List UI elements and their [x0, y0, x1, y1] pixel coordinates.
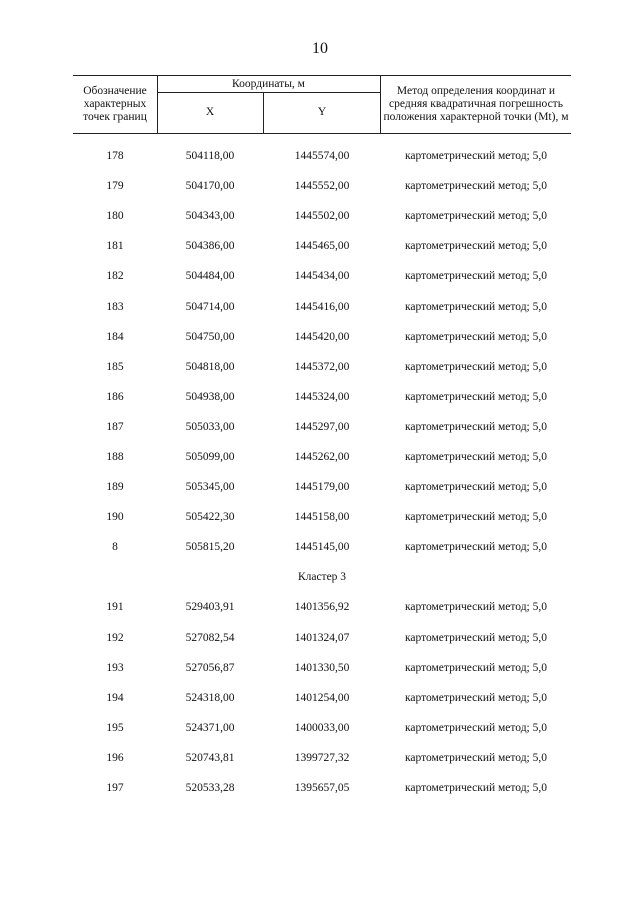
x-cell: 504750,00 — [185, 330, 235, 343]
table-row — [73, 532, 571, 562]
method-cell: картометрический метод; 5,0 — [405, 180, 547, 193]
y-cell: 1445502,00 — [294, 210, 350, 223]
header-x: X — [205, 106, 215, 118]
point-cell: 184 — [106, 330, 124, 343]
table-row — [73, 171, 571, 201]
table-row — [73, 472, 571, 502]
y-cell: 1445465,00 — [294, 240, 350, 253]
y-cell: 1445420,00 — [294, 330, 350, 343]
table-row — [73, 713, 571, 743]
header-coordinates: Координаты, м — [157, 76, 380, 93]
x-cell: 504484,00 — [185, 270, 235, 283]
table-body — [73, 141, 571, 562]
point-cell: 183 — [106, 300, 124, 313]
method-cell: картометрический метод; 5,0 — [405, 661, 547, 674]
y-cell: 1445158,00 — [294, 511, 350, 524]
x-cell: 505815,20 — [185, 541, 235, 554]
point-cell: 190 — [106, 511, 124, 524]
y-cell: 1445262,00 — [294, 450, 350, 463]
point-cell: 8 — [112, 541, 118, 554]
point-cell: 191 — [106, 601, 124, 614]
table-row — [73, 743, 571, 773]
y-cell: 1401330,50 — [294, 661, 350, 674]
header-coordinates-group — [157, 76, 380, 133]
table-row — [73, 683, 571, 713]
x-cell: 504170,00 — [185, 180, 235, 193]
section-title: Кластер 3 — [297, 571, 347, 584]
table-body-cluster-3 — [73, 592, 571, 803]
table-row — [73, 291, 571, 321]
x-cell: 504343,00 — [185, 210, 235, 223]
x-cell: 505422,30 — [185, 511, 235, 524]
x-cell: 505345,00 — [185, 481, 235, 494]
y-cell: 1445416,00 — [294, 300, 350, 313]
header-point-label: Обозначение характерных точек границ — [83, 85, 147, 123]
point-cell: 178 — [106, 150, 124, 163]
y-cell: 1401254,00 — [294, 691, 350, 704]
x-cell: 504386,00 — [185, 240, 235, 253]
y-cell: 1445179,00 — [294, 481, 350, 494]
table-row — [73, 442, 571, 472]
method-cell: картометрический метод; 5,0 — [405, 631, 547, 644]
point-cell: 195 — [106, 721, 124, 734]
x-cell: 504818,00 — [185, 360, 235, 373]
point-cell: 185 — [106, 360, 124, 373]
table-row — [73, 231, 571, 261]
y-cell: 1445434,00 — [294, 270, 350, 283]
point-cell: 196 — [106, 751, 124, 764]
x-cell: 504118,00 — [185, 150, 235, 163]
method-cell: картометрический метод; 5,0 — [405, 300, 547, 313]
x-cell: 527082,54 — [185, 631, 235, 644]
method-cell: картометрический метод; 5,0 — [405, 481, 547, 494]
x-cell: 520743,81 — [185, 751, 235, 764]
table-row — [73, 382, 571, 412]
point-cell: 179 — [106, 180, 124, 193]
point-cell: 186 — [106, 390, 124, 403]
method-cell: картометрический метод; 5,0 — [405, 420, 547, 433]
point-cell: 188 — [106, 450, 124, 463]
y-cell: 1400033,00 — [294, 721, 350, 734]
x-cell: 505033,00 — [185, 420, 235, 433]
y-cell: 1445145,00 — [294, 541, 350, 554]
table-row — [73, 322, 571, 352]
point-cell: 181 — [106, 240, 124, 253]
x-cell: 529403,91 — [185, 601, 235, 614]
x-cell: 504938,00 — [185, 390, 235, 403]
y-cell: 1445297,00 — [294, 420, 350, 433]
table-row — [73, 653, 571, 683]
header-y: Y — [317, 106, 327, 118]
y-cell: 1399727,32 — [294, 751, 350, 764]
x-cell: 527056,87 — [185, 661, 235, 674]
method-cell: картометрический метод; 5,0 — [405, 360, 547, 373]
method-cell: картометрический метод; 5,0 — [405, 751, 547, 764]
table-row — [73, 261, 571, 291]
table-header — [73, 75, 571, 134]
table-row — [73, 352, 571, 382]
method-cell: картометрический метод; 5,0 — [405, 511, 547, 524]
point-cell: 182 — [106, 270, 124, 283]
method-cell: картометрический метод; 5,0 — [405, 150, 547, 163]
method-cell: картометрический метод; 5,0 — [405, 782, 547, 795]
method-cell: картометрический метод; 5,0 — [405, 601, 547, 614]
table-row — [73, 201, 571, 231]
header-method: Метод определения координат и средняя квадратичная погрешность положения характерной точки (Mt), м — [383, 85, 569, 123]
method-cell: картометрический метод; 5,0 — [405, 330, 547, 343]
x-cell: 524318,00 — [185, 691, 235, 704]
x-cell: 520533,28 — [185, 782, 235, 795]
y-cell: 1401324,07 — [294, 631, 350, 644]
table-row — [73, 623, 571, 653]
point-cell: 187 — [106, 420, 124, 433]
point-cell: 194 — [106, 691, 124, 704]
table-row — [73, 502, 571, 532]
page-number: 10 — [312, 40, 328, 57]
coordinates-table — [73, 75, 571, 803]
method-cell: картометрический метод; 5,0 — [405, 240, 547, 253]
method-cell: картометрический метод; 5,0 — [405, 450, 547, 463]
y-cell: 1401356,92 — [294, 601, 350, 614]
y-cell: 1445372,00 — [294, 360, 350, 373]
table-row — [73, 592, 571, 622]
x-cell: 524371,00 — [185, 721, 235, 734]
method-cell: картометрический метод; 5,0 — [405, 541, 547, 554]
method-cell: картометрический метод; 5,0 — [405, 270, 547, 283]
point-cell: 180 — [106, 210, 124, 223]
method-cell: картометрический метод; 5,0 — [405, 390, 547, 403]
point-cell: 189 — [106, 481, 124, 494]
table-row — [73, 412, 571, 442]
x-cell: 504714,00 — [185, 300, 235, 313]
table-row — [73, 141, 571, 171]
point-cell: 192 — [106, 631, 124, 644]
method-cell: картометрический метод; 5,0 — [405, 210, 547, 223]
y-cell: 1445574,00 — [294, 150, 350, 163]
method-cell: картометрический метод; 5,0 — [405, 721, 547, 734]
y-cell: 1445552,00 — [294, 180, 350, 193]
point-cell: 193 — [106, 661, 124, 674]
y-cell: 1395657,05 — [294, 782, 350, 795]
method-cell: картометрический метод; 5,0 — [405, 691, 547, 704]
y-cell: 1445324,00 — [294, 390, 350, 403]
x-cell: 505099,00 — [185, 450, 235, 463]
point-cell: 197 — [106, 782, 124, 795]
table-row — [73, 773, 571, 803]
